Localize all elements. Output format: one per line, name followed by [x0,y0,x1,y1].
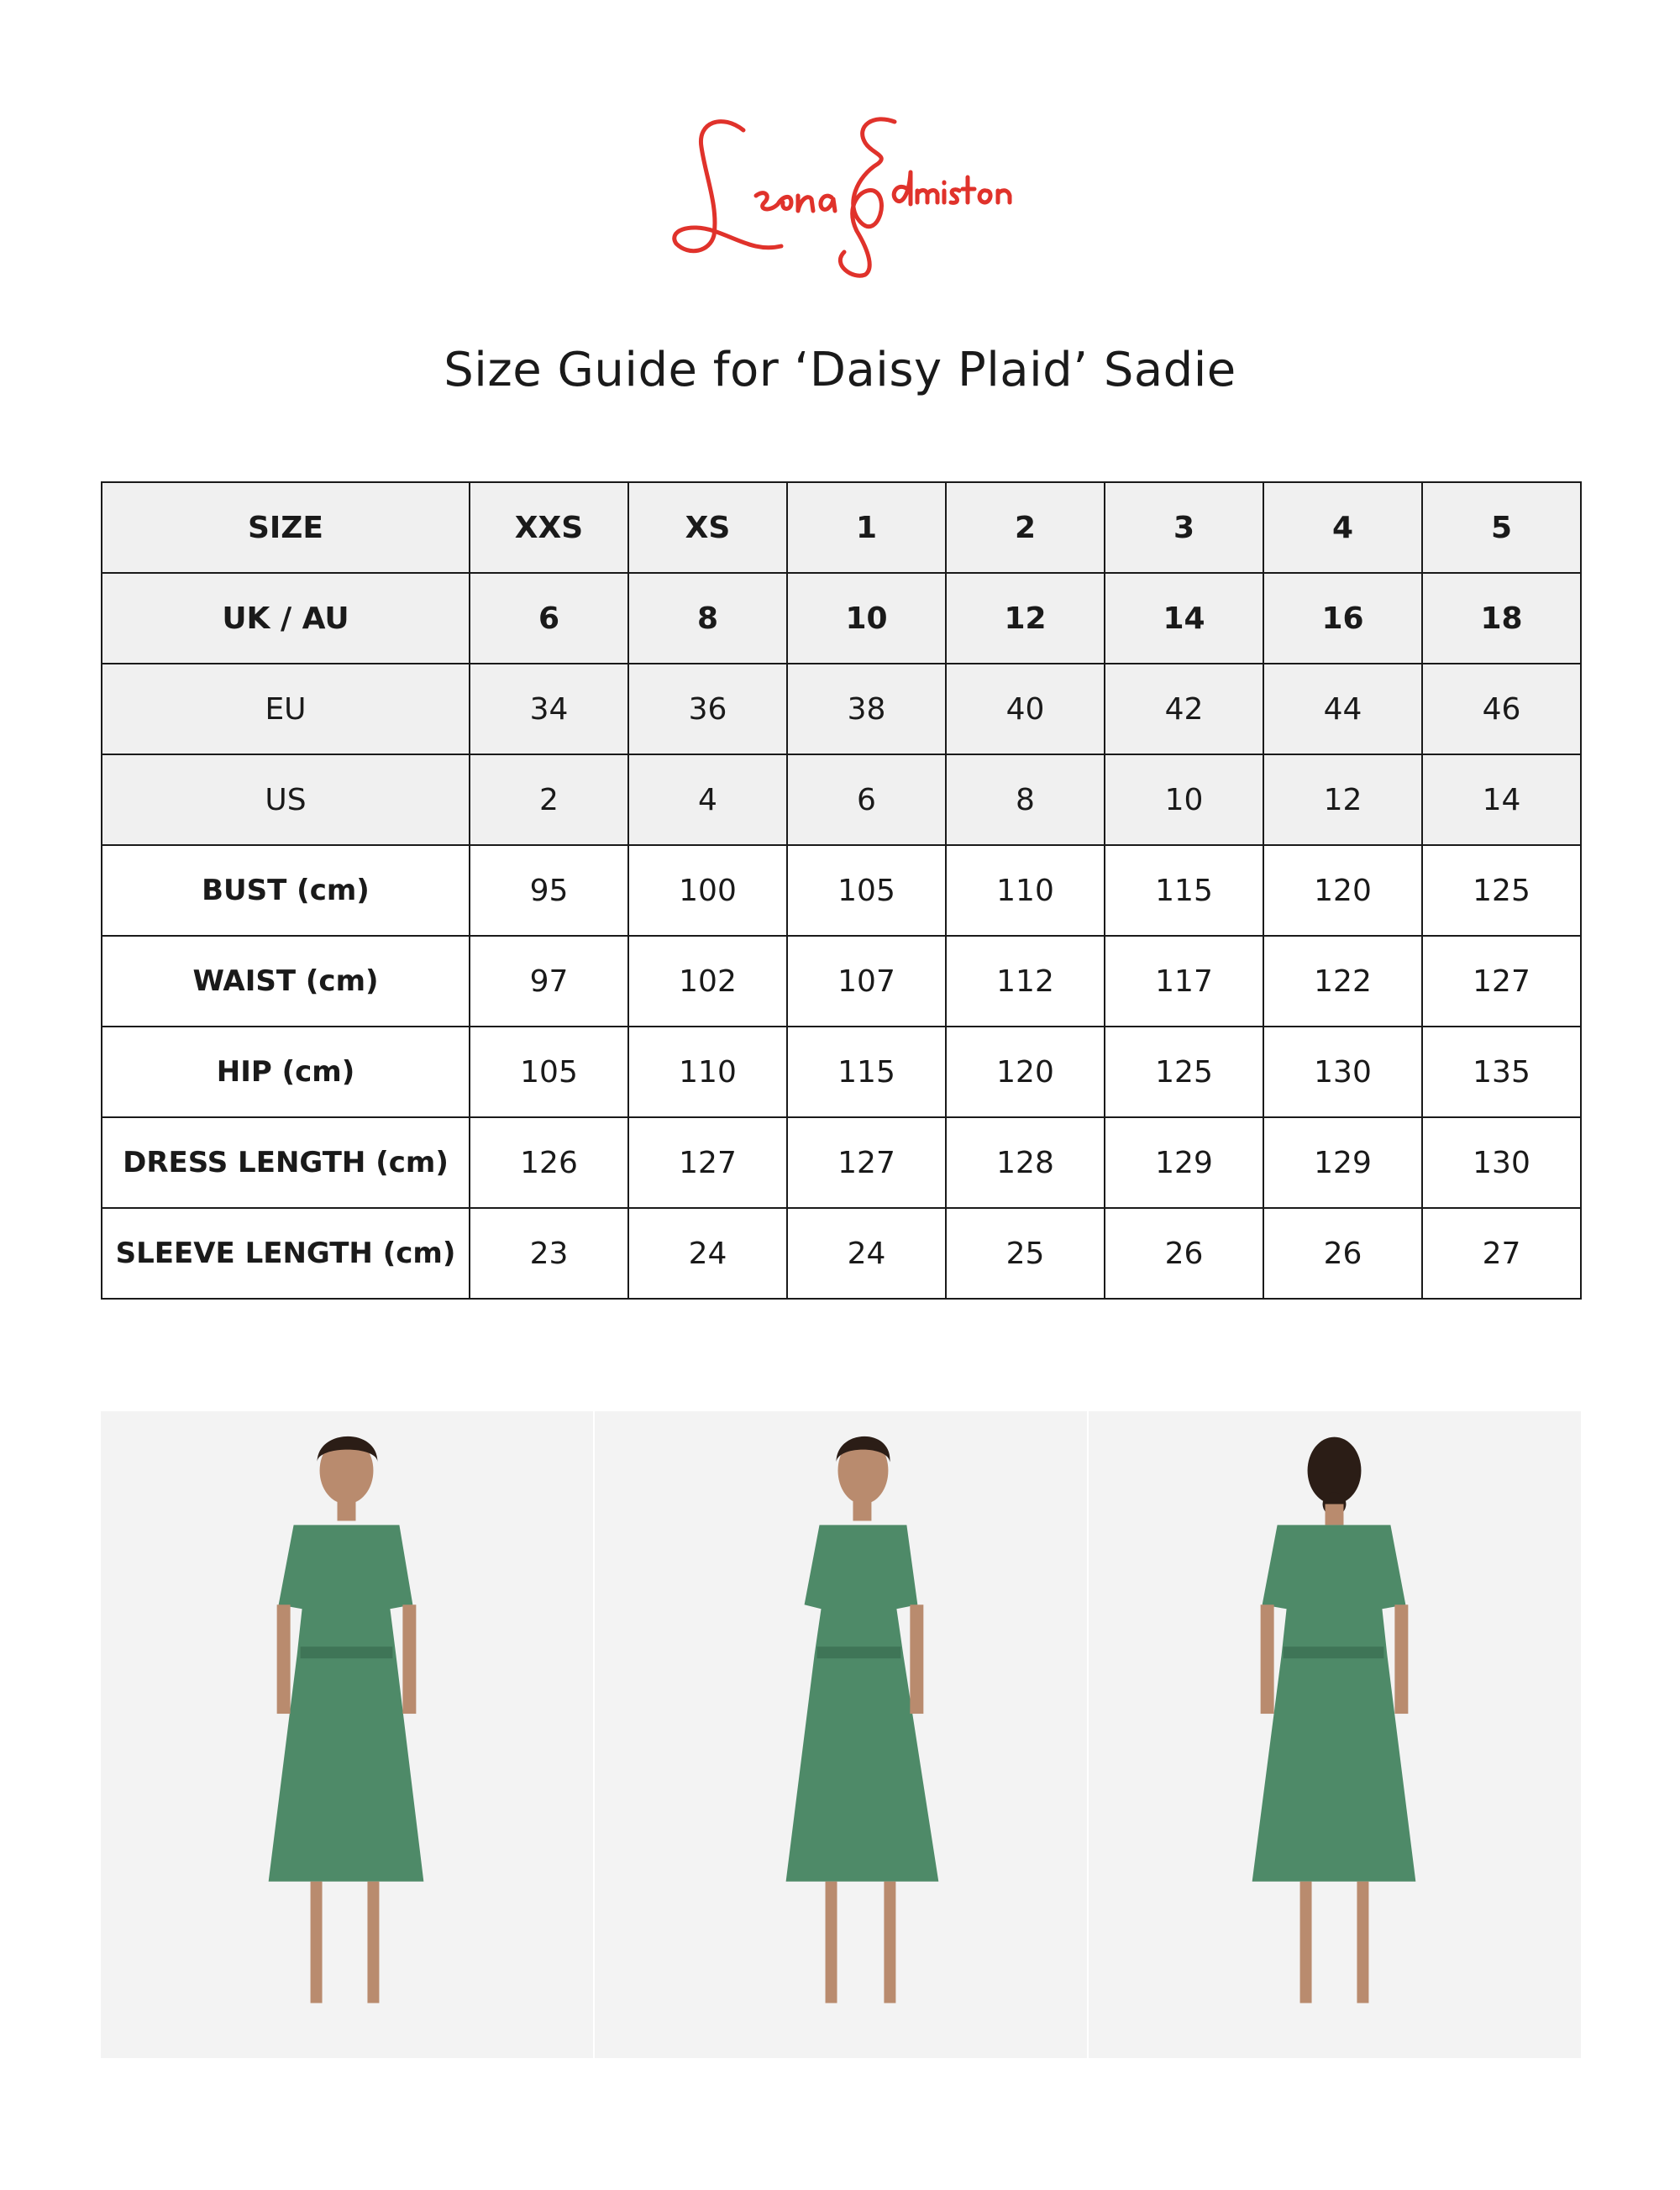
table-cell: 128 [946,1117,1105,1208]
table-cell: 135 [1422,1027,1581,1117]
table-row [102,1027,1581,1117]
table-cell: 122 [1263,936,1422,1027]
row-label: EU [102,664,470,754]
table-cell: 25 [946,1208,1105,1299]
table-row [102,754,1581,845]
table-cell: 14 [1105,573,1263,664]
row-label: DRESS LENGTH (cm) [102,1117,470,1208]
table-cell: 127 [628,1117,787,1208]
table-cell: 125 [1422,845,1581,936]
table-cell: 120 [1263,845,1422,936]
model-photo-side [595,1411,1089,2058]
table-cell: 95 [470,845,628,936]
brand-logo [664,97,1016,281]
table-cell: 6 [470,573,628,664]
table-cell: 4 [628,754,787,845]
table-cell: 125 [1105,1027,1263,1117]
table-cell: 18 [1422,573,1581,664]
table-cell: 5 [1422,482,1581,573]
model-front-illustration [101,1411,593,2058]
table-cell: 120 [946,1027,1105,1117]
row-label: UK / AU [102,573,470,664]
table-cell: 12 [1263,754,1422,845]
model-side-illustration [595,1411,1087,2058]
table-row [102,482,1581,573]
table-row [102,1208,1581,1299]
table-cell: 107 [787,936,946,1027]
table-cell: 8 [946,754,1105,845]
table-row [102,845,1581,936]
table-cell: 27 [1422,1208,1581,1299]
row-label: SLEEVE LENGTH (cm) [102,1208,470,1299]
table-cell: 44 [1263,664,1422,754]
table-cell: 16 [1263,573,1422,664]
table-cell: XXS [470,482,628,573]
table-cell: 23 [470,1208,628,1299]
table-cell: 40 [946,664,1105,754]
page-title: Size Guide for ‘Daisy Plaid’ Sadie [444,343,1236,397]
table-cell: 102 [628,936,787,1027]
model-photo-panel [101,1411,1581,2058]
row-label: US [102,754,470,845]
table-cell: 26 [1105,1208,1263,1299]
table-cell: 100 [628,845,787,936]
table-cell: 115 [1105,845,1263,936]
table-cell: 4 [1263,482,1422,573]
table-cell: 34 [470,664,628,754]
table-cell: 105 [787,845,946,936]
table-cell: 10 [787,573,946,664]
table-cell: XS [628,482,787,573]
table-row [102,664,1581,754]
table-cell: 2 [946,482,1105,573]
table-cell: 130 [1422,1117,1581,1208]
table-row [102,573,1581,664]
table-cell: 14 [1422,754,1581,845]
table-cell: 26 [1263,1208,1422,1299]
size-guide-table [101,481,1582,1300]
table-cell: 10 [1105,754,1263,845]
table-cell: 117 [1105,936,1263,1027]
row-label: BUST (cm) [102,845,470,936]
table-cell: 8 [628,573,787,664]
table-cell: 126 [470,1117,628,1208]
model-photo-back [1089,1411,1581,2058]
table-cell: 3 [1105,482,1263,573]
table-cell: 130 [1263,1027,1422,1117]
brand-logo-script [664,97,1016,281]
model-photo-front [101,1411,595,2058]
table-cell: 110 [628,1027,787,1117]
table-cell: 129 [1105,1117,1263,1208]
table-cell: 112 [946,936,1105,1027]
table-cell: 105 [470,1027,628,1117]
table-cell: 42 [1105,664,1263,754]
table-cell: 2 [470,754,628,845]
table-row [102,936,1581,1027]
table-cell: 38 [787,664,946,754]
table-cell: 24 [787,1208,946,1299]
table-cell: 6 [787,754,946,845]
table-cell: 110 [946,845,1105,936]
row-label: HIP (cm) [102,1027,470,1117]
table-cell: 127 [787,1117,946,1208]
table-cell: 115 [787,1027,946,1117]
table-cell: 129 [1263,1117,1422,1208]
table-row [102,1117,1581,1208]
table-cell: 97 [470,936,628,1027]
table-cell: 46 [1422,664,1581,754]
table-cell: 36 [628,664,787,754]
table-cell: 1 [787,482,946,573]
row-label: SIZE [102,482,470,573]
table-cell: 24 [628,1208,787,1299]
table-cell: 12 [946,573,1105,664]
model-back-illustration [1089,1411,1581,2058]
table-cell: 127 [1422,936,1581,1027]
row-label: WAIST (cm) [102,936,470,1027]
size-table-body [102,482,1581,1299]
